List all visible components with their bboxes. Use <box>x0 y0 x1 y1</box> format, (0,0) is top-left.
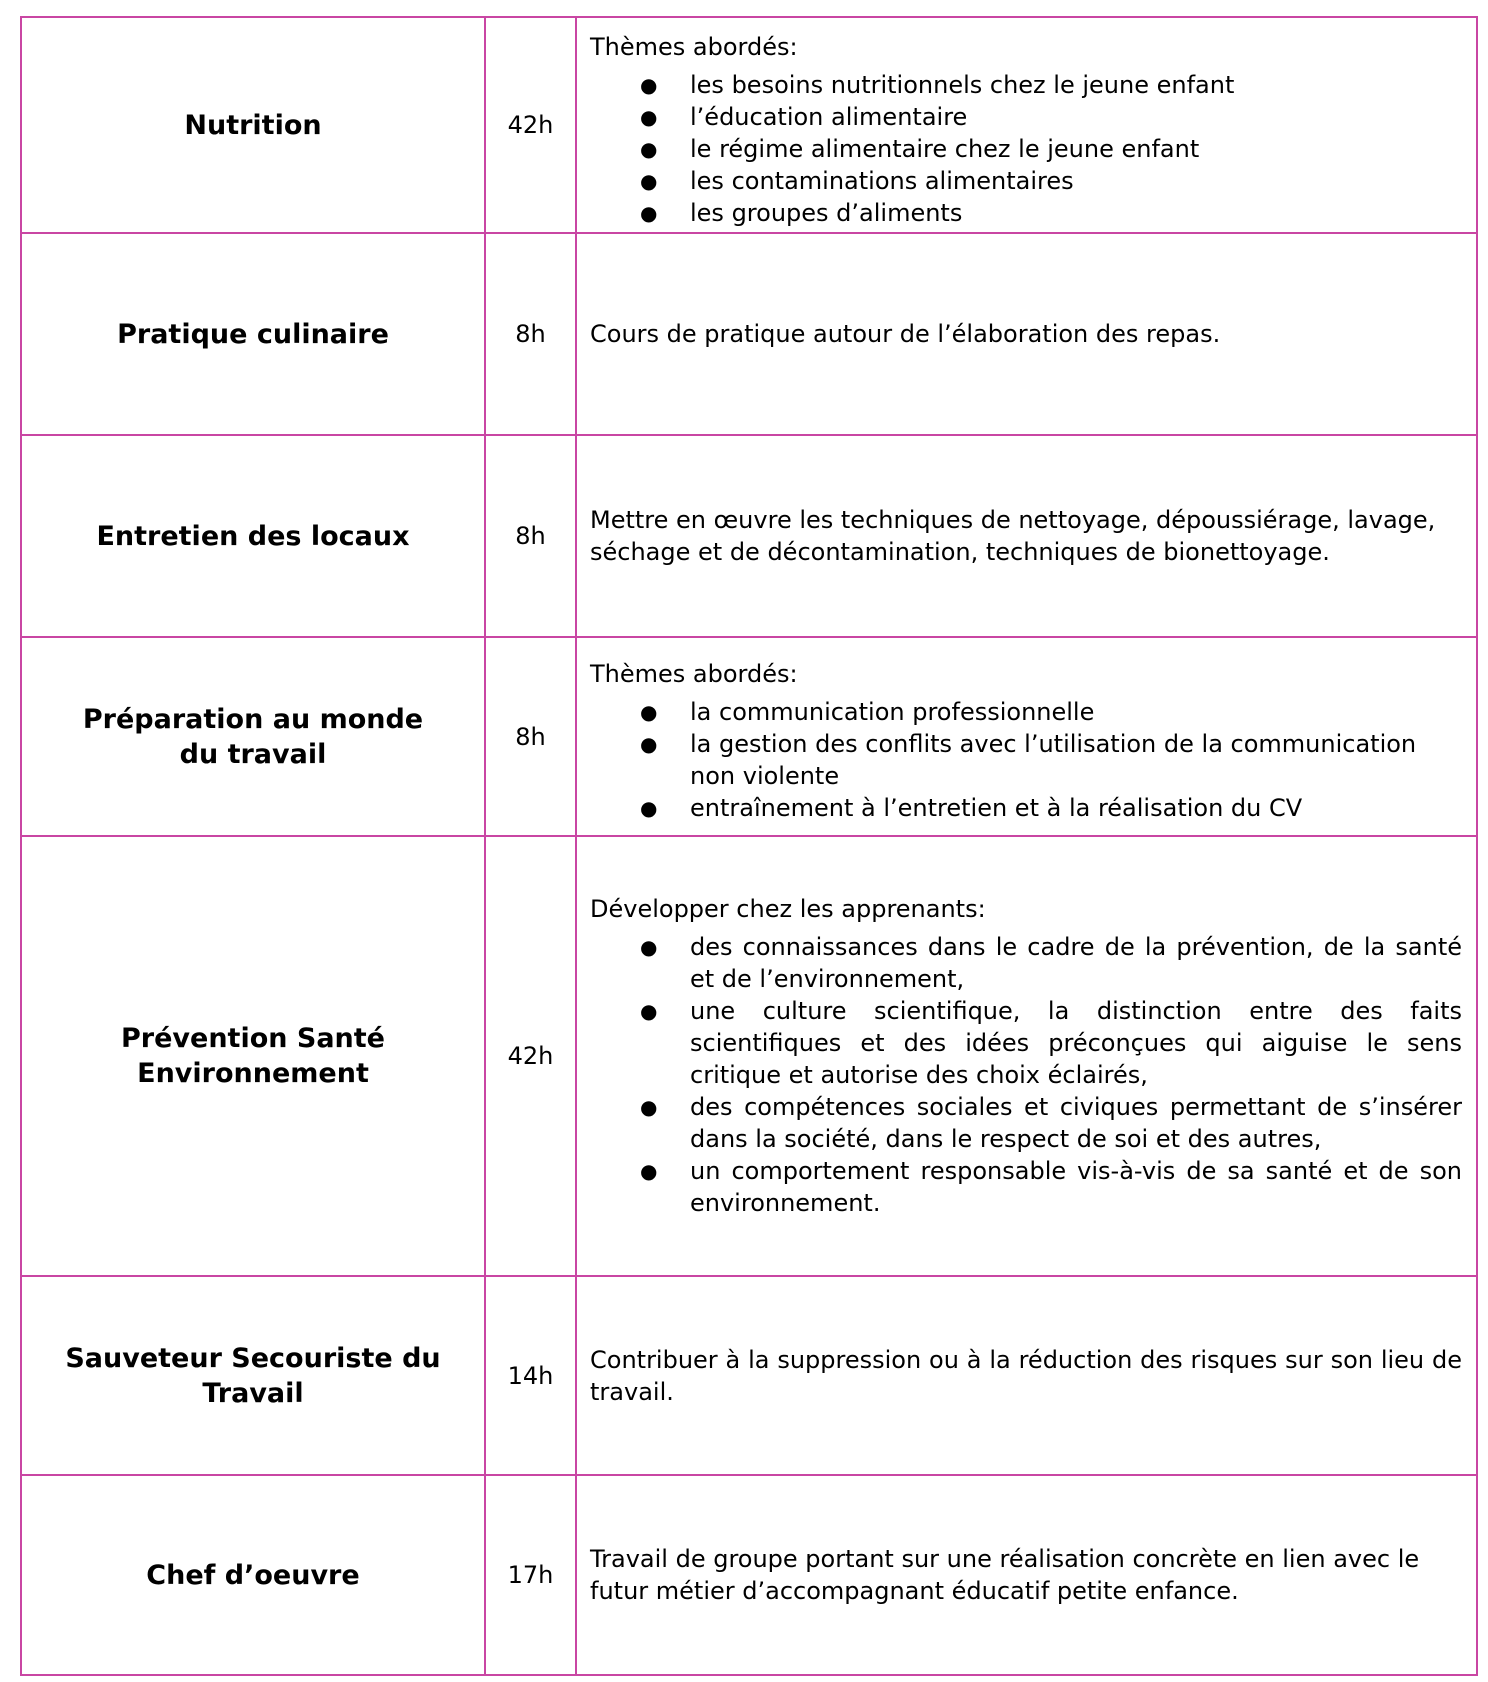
table-row <box>21 1276 1477 1475</box>
bullet-icon: ● <box>640 699 658 724</box>
bullet-icon: ● <box>640 73 658 97</box>
list-item-text: une culture scientifique, la distinction entre des faits scientifiques et des idées préconçues qui aiguise le sens critique et autorise des choix éclairés, <box>690 997 1462 1089</box>
list-item <box>590 1155 1462 1219</box>
hours-cell: 17h <box>485 1475 576 1675</box>
table-row <box>21 637 1477 836</box>
hours-cell: 14h <box>485 1276 576 1475</box>
description-text: Travail de groupe portant sur une réalisation concrète en lien avec le futur métier d’accompagnant éducatif petite enfance. <box>590 1545 1420 1605</box>
list-item <box>590 101 1462 133</box>
bullet-icon: ● <box>640 137 658 161</box>
hours-cell: 8h <box>485 233 576 435</box>
list-item <box>590 728 1462 792</box>
description-intro: Développer chez les apprenants: <box>590 895 986 923</box>
table-row <box>21 836 1477 1276</box>
description-cell <box>576 637 1477 836</box>
list-item <box>590 165 1462 197</box>
bullet-icon: ● <box>640 1159 658 1183</box>
list-item-text: la gestion des conflits avec l’utilisation de la communication non violente <box>690 729 1417 790</box>
subject-cell: Nutrition <box>21 17 485 233</box>
table-row <box>21 17 1477 233</box>
list-item <box>590 1091 1462 1155</box>
list-item-text: les contaminations alimentaires <box>690 167 1074 195</box>
list-item <box>590 995 1462 1091</box>
subject-cell: Pratique culinaire <box>21 233 485 435</box>
bullet-icon: ● <box>640 795 658 820</box>
description-cell <box>576 17 1477 233</box>
bullet-icon: ● <box>640 105 658 129</box>
bullet-icon: ● <box>640 201 658 225</box>
description-cell <box>576 1475 1477 1675</box>
description-text: Contribuer à la suppression ou à la réduction des risques sur son lieu de travail. <box>590 1345 1462 1406</box>
description-intro: Thèmes abordés: <box>590 33 798 61</box>
topic-list <box>590 69 1462 229</box>
list-item-text: des compétences sociales et civiques permettant de s’insérer dans la société, dans le respect de soi et des autres, <box>690 1093 1462 1153</box>
list-item-text: des connaissances dans le cadre de la prévention, de la santé et de l’environnement, <box>690 933 1462 993</box>
list-item-text: les besoins nutritionnels chez le jeune enfant <box>690 71 1235 99</box>
subject-cell: Sauveteur Secouriste du Travail <box>21 1276 485 1475</box>
description-cell <box>576 435 1477 637</box>
topic-list <box>590 696 1462 824</box>
list-item-text: le régime alimentaire chez le jeune enfant <box>690 135 1200 163</box>
subject-cell: Préparation au monde du travail <box>21 637 485 836</box>
hours-cell: 42h <box>485 836 576 1276</box>
description-intro: Thèmes abordés: <box>590 659 798 688</box>
description-text: Mettre en œuvre les techniques de nettoyage, dépoussiérage, lavage, séchage et de décontamination, techniques de bionettoyage. <box>590 506 1436 566</box>
course-table <box>20 16 1478 1676</box>
list-item <box>590 696 1462 728</box>
subject-cell: Prévention Santé Environnement <box>21 836 485 1276</box>
subject-cell: Chef d’oeuvre <box>21 1475 485 1675</box>
list-item-text: entraînement à l’entretien et à la réalisation du CV <box>690 793 1303 822</box>
table-row <box>21 233 1477 435</box>
description-cell <box>576 836 1477 1276</box>
table-row <box>21 435 1477 637</box>
bullet-icon: ● <box>640 935 658 959</box>
list-item-text: la communication professionnelle <box>690 697 1095 726</box>
list-item <box>590 69 1462 101</box>
list-item <box>590 931 1462 995</box>
bullet-icon: ● <box>640 731 658 756</box>
bullet-icon: ● <box>640 169 658 193</box>
bullet-icon: ● <box>640 1095 658 1119</box>
subject-cell: Entretien des locaux <box>21 435 485 637</box>
list-item-text: l’éducation alimentaire <box>690 103 968 131</box>
hours-cell: 42h <box>485 17 576 233</box>
list-item-text: les groupes d’aliments <box>690 199 963 227</box>
list-item <box>590 197 1462 229</box>
bullet-icon: ● <box>640 999 658 1023</box>
description-cell <box>576 233 1477 435</box>
description-cell <box>576 1276 1477 1475</box>
description-text: Cours de pratique autour de l’élaboration des repas. <box>590 320 1221 348</box>
list-item-text: un comportement responsable vis-à-vis de sa santé et de son environnement. <box>690 1157 1462 1217</box>
hours-cell: 8h <box>485 637 576 836</box>
topic-list <box>590 931 1462 1219</box>
table-row <box>21 1475 1477 1675</box>
hours-cell: 8h <box>485 435 576 637</box>
list-item <box>590 792 1462 824</box>
list-item <box>590 133 1462 165</box>
